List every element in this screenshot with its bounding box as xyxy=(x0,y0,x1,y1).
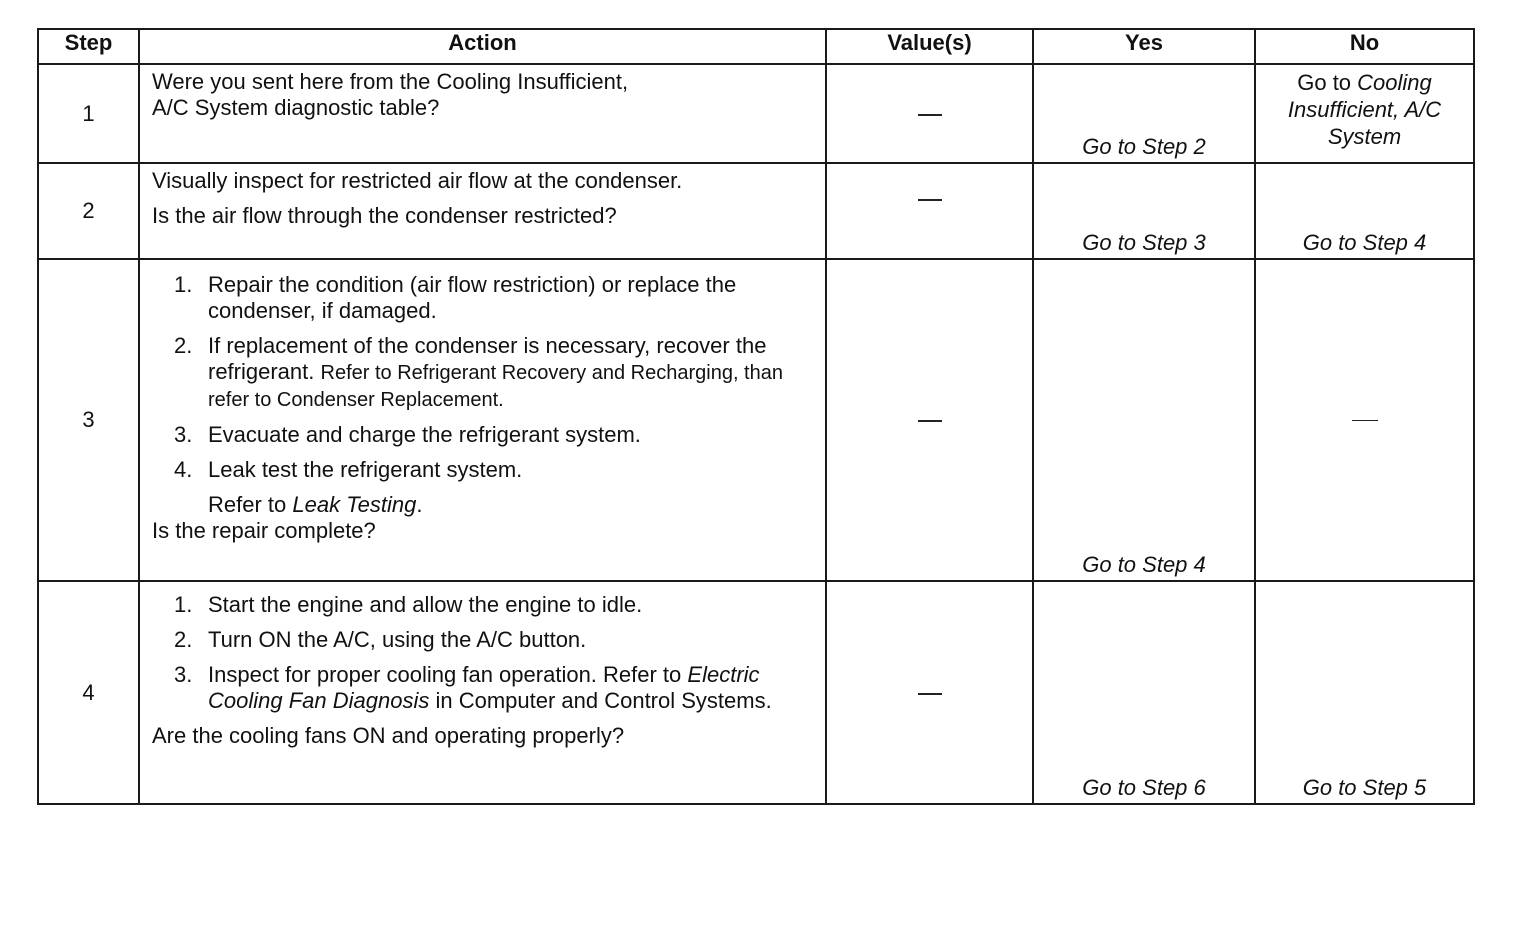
no-dash xyxy=(1352,420,1378,421)
table-row xyxy=(38,64,1474,163)
yes-link[interactable]: Go to Step 3 xyxy=(1082,230,1206,255)
list-item xyxy=(152,333,815,413)
table-row xyxy=(38,163,1474,259)
diagnostic-table xyxy=(37,28,1475,805)
item-text: Repair the condition (air flow restriction) or replace the condenser, if damaged. xyxy=(208,272,737,323)
table-row xyxy=(38,581,1474,804)
item-number: 3. xyxy=(174,422,193,447)
no-prefix: Go to xyxy=(1297,70,1358,95)
yes-cell[interactable] xyxy=(1033,581,1255,804)
list-item xyxy=(152,422,815,448)
item-text: Inspect for proper cooling fan operation. Refer to xyxy=(208,662,682,687)
value-cell xyxy=(826,64,1033,163)
header-no: No xyxy=(1255,29,1474,64)
value-dash xyxy=(918,114,942,116)
fan-diagnosis-link[interactable]: Electric Cooling Fan Diagnosis xyxy=(208,662,760,713)
yes-cell[interactable] xyxy=(1033,259,1255,581)
action-text: Visually inspect for restricted air flow at the condenser. xyxy=(152,168,683,193)
item-text: Start the engine and allow the engine to idle. xyxy=(208,592,643,617)
no-cell xyxy=(1255,259,1474,581)
action-cell xyxy=(139,64,826,163)
yes-cell[interactable] xyxy=(1033,163,1255,259)
leak-testing-link[interactable]: Leak Testing xyxy=(292,492,417,517)
item-number: 1. xyxy=(174,272,193,297)
list-item xyxy=(152,662,815,714)
action-steps xyxy=(152,272,815,483)
item-number: 2. xyxy=(174,627,193,652)
yes-link[interactable]: Go to Step 2 xyxy=(1082,134,1206,159)
list-item xyxy=(152,627,815,653)
item-number: 4. xyxy=(174,457,193,482)
item-text: If replacement of the condenser is necessary, recover the refrigerant. xyxy=(208,333,767,384)
item-number: 2. xyxy=(174,333,193,358)
header-row xyxy=(38,29,1474,64)
question-text: Is the repair complete? xyxy=(152,518,376,543)
action-text: Were you sent here from the Cooling Insufficient, xyxy=(152,69,629,94)
step-number: 3 xyxy=(38,259,139,581)
value-cell xyxy=(826,581,1033,804)
header-values: Value(s) xyxy=(826,29,1033,64)
value-cell xyxy=(826,259,1033,581)
step-number: 2 xyxy=(38,163,139,259)
action-cell xyxy=(139,163,826,259)
action-cell xyxy=(139,259,826,581)
yes-cell[interactable] xyxy=(1033,64,1255,163)
no-link[interactable]: Go to Step 5 xyxy=(1302,775,1427,800)
item-number: 3. xyxy=(174,662,193,687)
list-item xyxy=(152,457,815,483)
value-dash xyxy=(918,693,942,695)
value-cell xyxy=(826,163,1033,259)
header-action: Action xyxy=(139,29,826,64)
no-link[interactable]: Go to Step 4 xyxy=(1302,230,1427,255)
question-text: Are the cooling fans ON and operating properly? xyxy=(152,723,625,748)
value-dash xyxy=(918,420,942,422)
action-steps xyxy=(152,592,815,714)
no-link[interactable]: Cooling Insufficient, A/C System xyxy=(1287,70,1442,149)
header-yes: Yes xyxy=(1033,29,1255,64)
list-item xyxy=(152,272,815,324)
no-cell[interactable] xyxy=(1255,163,1474,259)
no-cell[interactable] xyxy=(1255,581,1474,804)
list-item xyxy=(152,592,815,618)
item-text: Evacuate and charge the refrigerant system. xyxy=(208,422,641,447)
action-cell xyxy=(139,581,826,804)
table-row xyxy=(38,259,1474,581)
no-cell[interactable] xyxy=(1255,64,1474,163)
step-number: 1 xyxy=(38,64,139,163)
item-number: 1. xyxy=(174,592,193,617)
refer-line xyxy=(152,492,815,518)
refer-prefix: Refer to xyxy=(208,492,293,517)
yes-link[interactable]: Go to Step 4 xyxy=(1082,552,1206,577)
action-text: A/C System diagnostic table? xyxy=(152,95,440,120)
action-text: Is the air flow through the condenser restricted? xyxy=(152,203,617,228)
header-step: Step xyxy=(38,29,139,64)
yes-link[interactable]: Go to Step 6 xyxy=(1082,775,1206,800)
item-text: Turn ON the A/C, using the A/C button. xyxy=(208,627,587,652)
value-dash xyxy=(918,199,942,201)
step-number: 4 xyxy=(38,581,139,804)
item-reference: Refer to Refrigerant Recovery and Recharging, than refer to Condenser Replacement. xyxy=(208,362,783,411)
refer-suffix: . xyxy=(416,492,423,517)
item-text: Leak test the refrigerant system. xyxy=(208,457,523,482)
item-suffix: in Computer and Control Systems. xyxy=(429,688,772,713)
